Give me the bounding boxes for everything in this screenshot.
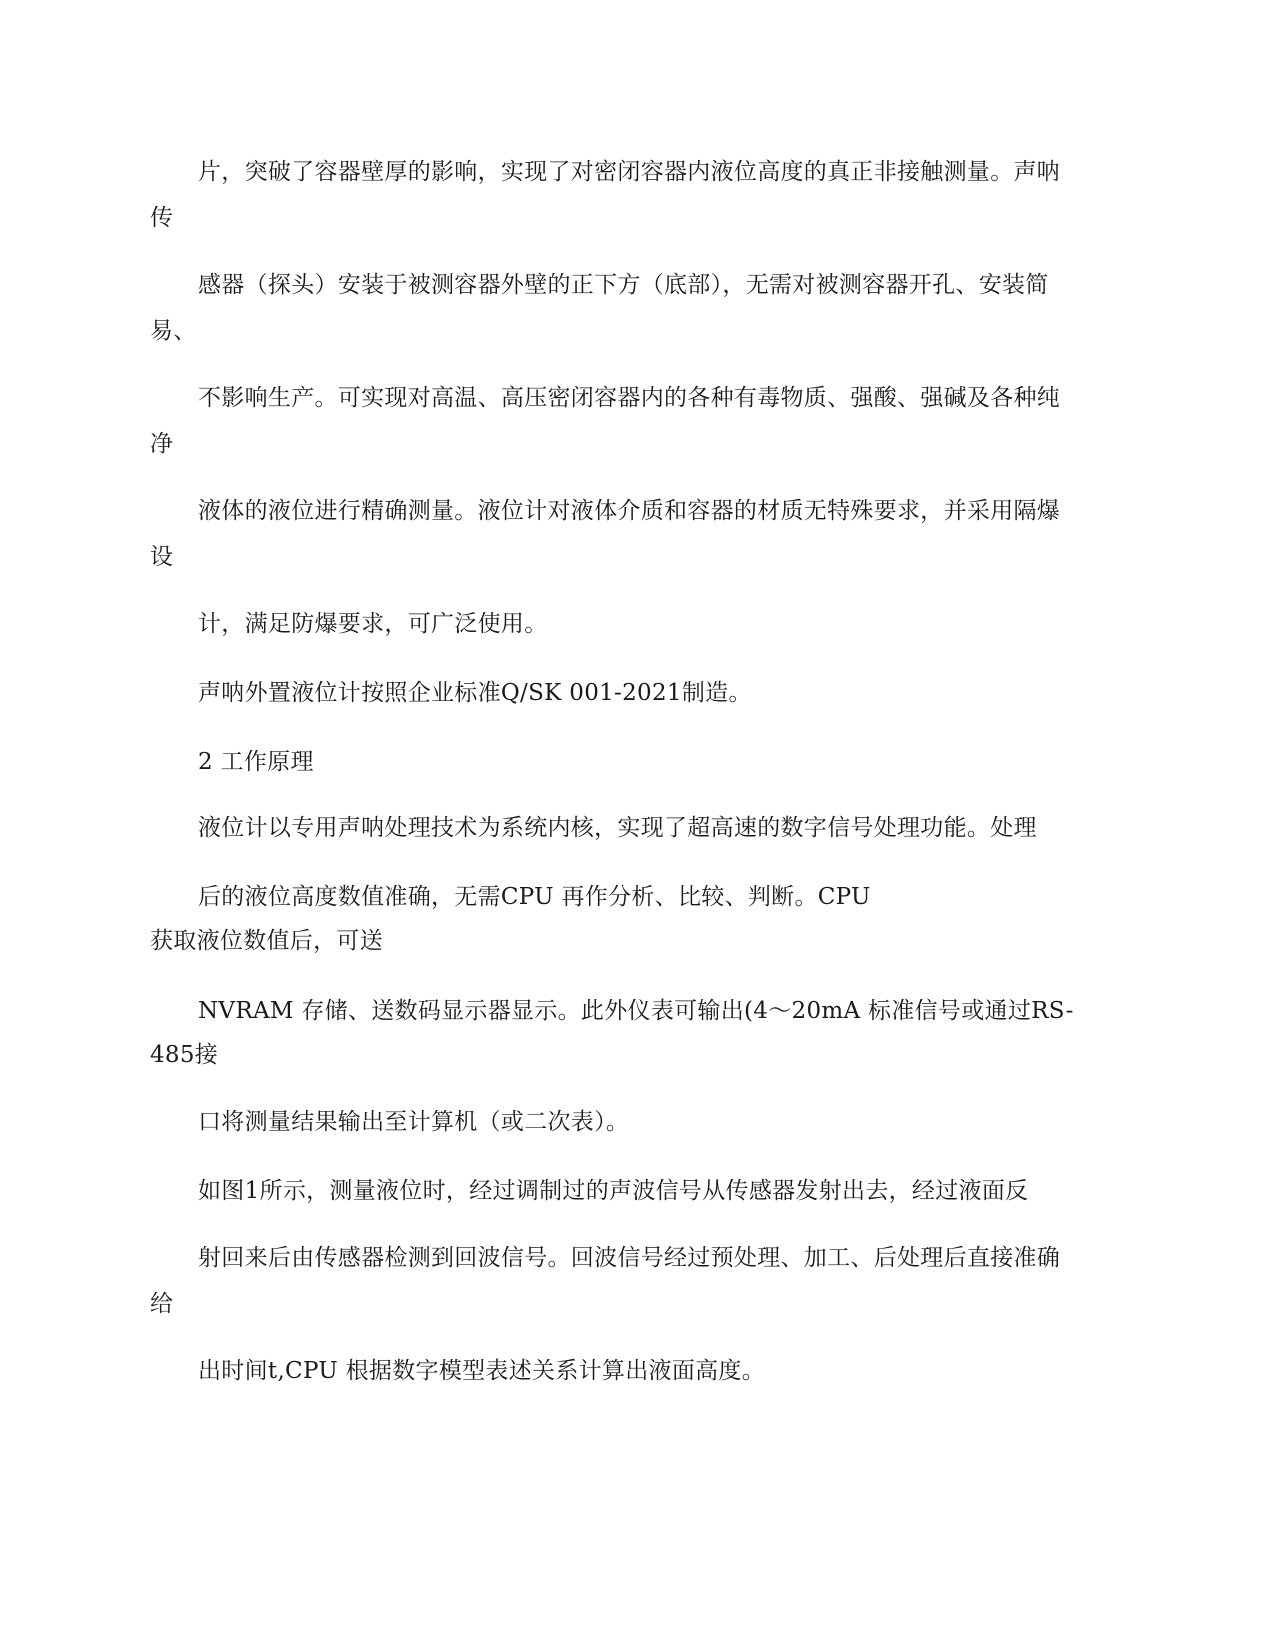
text-line: 出时间t,CPU 根据数字模型表述关系计算出液面高度。 (198, 1358, 766, 1384)
text-line: 口将测量结果输出至计算机（或二次表）。 (198, 1109, 630, 1135)
text-line: 射回来后由传感器检测到回波信号。回波信号经过预处理、加工、后处理后直接准确 (198, 1245, 1061, 1271)
text-line: 计，满足防爆要求，可广泛使用。 (198, 611, 548, 637)
text-line: 如图1所示，测量液位时，经过调制过的声波信号从传感器发射出去，经过液面反 (198, 1178, 1029, 1204)
text-line: 净 (150, 431, 174, 457)
text-line: 给 (150, 1291, 174, 1317)
text-line: 易、 (150, 318, 197, 344)
text-line: 液体的液位进行精确测量。液位计对液体介质和容器的材质无特殊要求，并采用隔爆 (198, 498, 1061, 524)
text-line: 后的液位高度数值准确，无需CPU 再作分析、比较、判断。CPU (198, 884, 871, 910)
text-line: 设 (150, 544, 174, 570)
text-line: 液位计以专用声呐处理技术为系统内核，实现了超高速的数字信号处理功能。处理 (198, 815, 1037, 841)
text-line: NVRAM 存储、送数码显示器显示。此外仪表可输出(4～20mA 标准信号或通过RS- (198, 998, 1074, 1024)
text-line: 获取液位数值后，可送 (150, 928, 383, 954)
text-line: 感器（探头）安装于被测容器外壁的正下方（底部），无需对被测容器开孔、安装简 (198, 272, 1049, 298)
text-line: 485接 (150, 1042, 219, 1068)
text-line: 传 (150, 205, 174, 231)
text-line: 声呐外置液位计按照企业标准Q/SK 001-2021制造。 (198, 680, 752, 706)
text-line: 片，突破了容器壁厚的影响，实现了对密闭容器内液位高度的真正非接触测量。声呐 (198, 159, 1061, 185)
text-line: 不影响生产。可实现对高温、高压密闭容器内的各种有毒物质、强酸、强碱及各种纯 (198, 385, 1061, 411)
section-heading: 2 工作原理 (198, 749, 314, 775)
